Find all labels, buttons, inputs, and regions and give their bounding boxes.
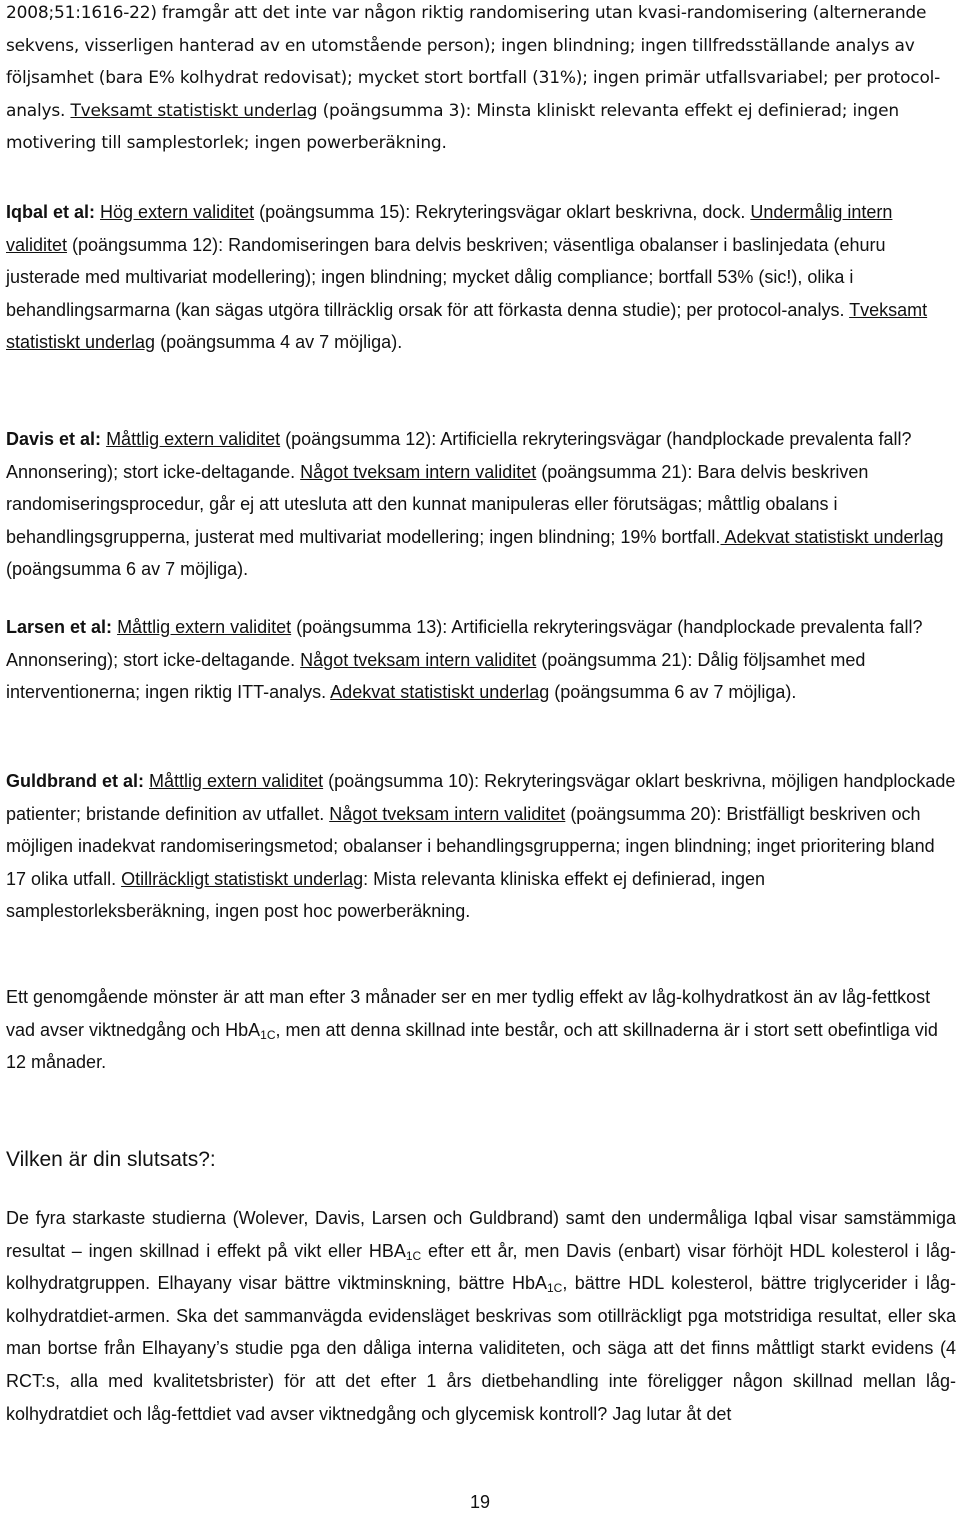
section-heading: Vilken är din slutsats?: bbox=[6, 1148, 216, 1171]
paragraph-larsen bbox=[6, 611, 956, 709]
paragraph-iqbal bbox=[6, 196, 956, 359]
text-segment: (poängsumma 13): Artificiella rekryteringsvägar (handplockade prevalenta fall? Annonsering); stort icke-deltagande. bbox=[6, 617, 923, 670]
text-segment: (poängsumma 6 av 7 möjliga). bbox=[6, 559, 249, 580]
underlined-assessment: Adekvat statistiskt underlag bbox=[330, 682, 550, 703]
text-segment: (poängsumma 10): Rekryteringsvägar oklart beskrivna, möjligen handplockade patienter; bristande definition av utfallet. bbox=[6, 771, 956, 824]
underlined-assessment: Adekvat statistiskt underlag bbox=[720, 526, 944, 547]
underlined-assessment: Tveksamt statistiskt underlag bbox=[70, 100, 318, 121]
text-segment: (poängsumma 3): Minsta kliniskt relevanta effekt ej definierad; ingen motivering till samplestorlek; ingen powerberäkning. bbox=[6, 100, 899, 154]
underlined-assessment: Måttlig extern validitet bbox=[117, 617, 292, 637]
subscript: 1C bbox=[405, 1248, 422, 1263]
underlined-assessment: Hög extern validitet bbox=[100, 202, 255, 222]
underlined-assessment: Otillräckligt statistiskt underlag bbox=[121, 868, 364, 889]
text-segment: Ett genomgående mönster är att man efter 3 månader ser en mer tydlig effekt av låg-kolhydratkost än av låg-fettkost vad avser viktnedgång och HbA bbox=[6, 987, 931, 1040]
subscript: 1C bbox=[547, 1281, 563, 1296]
text-segment: : Mista relevanta kliniska effekt ej definierad, ingen samplestorleksberäkning, ingen post hoc powerberäkning. bbox=[6, 868, 766, 922]
underlined-assessment: Tveksamt statistiskt underlag bbox=[6, 299, 928, 353]
text-segment: (poängsumma 15): Rekryteringsvägar oklart beskrivna, dock. bbox=[254, 202, 751, 222]
text-segment: (poängsumma 4 av 7 möjliga). bbox=[155, 332, 403, 353]
underlined-assessment: Måttlig extern validitet bbox=[106, 429, 281, 449]
text-segment: (poängsumma 12): Randomiseringen bara delvis beskriven; väsentliga obalanser i baslinjedata (ehuru justerade med multivariat modellering); ingen blindning; mycket dålig compliance; bortfall 53% (sic!), olika i behandlingsarmarna (kan sägas utgöra tillräcklig orsak för att förkasta denna studie); per protocol-analys. bbox=[6, 234, 886, 320]
underlined-assessment: Något tveksam intern validitet bbox=[329, 803, 566, 824]
text-segment: efter ett år, men Davis (enbart) visar förhöjt HDL kolesterol i låg-kolhydratgruppen. Elhayany visar bättre viktminskning, bättre HbA bbox=[6, 1240, 956, 1294]
study-name-larsen: Larsen et al: bbox=[6, 617, 113, 637]
study-name-guldbrand: Guldbrand et al: bbox=[6, 771, 145, 791]
page-number: 19 bbox=[469, 1492, 491, 1512]
underlined-assessment: Något tveksam intern validitet bbox=[300, 649, 537, 670]
paragraph-conclusion bbox=[6, 1202, 956, 1430]
text-segment: , bättre HDL kolesterol, bättre triglycerider i låg-kolhydratdiet-armen. Ska det sammanvägda evidensläget beskrivas som otillräckligt pga motstridiga resultat, eller ska man bortse från Elhayany’s studie pga den dåliga interna validiteten, och säga att det finns måttligt starkt evidens (4 RCT:s, alla med kvalitetsbrister) för att det efter 1 års dietbehandling inte föreligger någon skillnad mellan låg-kolhydratdiet och låg-fettdiet vad avser viktnedgång och glycemisk kontroll? Jag lutar åt det bbox=[6, 1273, 957, 1424]
text-segment: (poängsumma 12): Artificiella rekryteringsvägar (handplockade prevalenta fall? Annonsering); stort icke-deltagande. bbox=[6, 429, 912, 482]
text-segment: , men att denna skillnad inte består, och att skillnaderna är i stort sett obefintliga vid 12 månader. bbox=[6, 1019, 938, 1073]
text-segment: (poängsumma 20): Bristfälligt beskriven och möjligen inadekvat randomiseringsmetod; obalanser i behandlingsgrupperna; ingen blindning; inget prioritering bland 17 olika utfall. bbox=[6, 803, 935, 889]
text-segment: (poängsumma 21): Dålig följsamhet med interventionerna; ingen riktig ITT-analys. bbox=[6, 649, 866, 703]
text-segment: (poängsumma 21): Bara delvis beskriven randomiseringsprocedur, går ej att utesluta att den kunnat manipuleras eller förutsägas; måttlig obalans i behandlingsgrupperna, justerat med multivariat modellering; ingen blindning; 19% bortfall. bbox=[6, 461, 869, 547]
study-name-iqbal: Iqbal et al: bbox=[6, 202, 96, 222]
paragraph-pattern bbox=[6, 981, 956, 1079]
text-segment: De fyra starkaste studierna (Wolever, Davis, Larsen och Guldbrand) samt den undermåliga Iqbal visar samstämmiga resultat – ingen skillnad i effekt på vikt eller HBA bbox=[6, 1208, 956, 1261]
subscript: 1C bbox=[260, 1027, 276, 1042]
text-segment: 2008;51:1616-22) framgår att det inte var någon riktig randomisering utan kvasi-randomisering (alternerande sekvens, visserligen hanterad av en utomstående person); ingen blindning; ingen tillfredsställande analys av följsamhet (bara E% kolhydrat redovisat); mycket stort bortfall (31%); ingen primär utfallsvariabel; per protocol-analys. bbox=[6, 3, 941, 121]
underlined-assessment: Något tveksam intern validitet bbox=[300, 461, 537, 482]
paragraph-guldbrand bbox=[6, 765, 956, 928]
text-segment: (poängsumma 6 av 7 möjliga). bbox=[549, 682, 797, 703]
paragraph-previous-study-continued bbox=[6, 0, 956, 160]
study-name-davis: Davis et al: bbox=[6, 429, 102, 449]
underlined-assessment: Måttlig extern validitet bbox=[149, 771, 324, 791]
paragraph-davis bbox=[6, 423, 956, 586]
underlined-assessment: Undermålig intern validitet bbox=[6, 202, 893, 255]
